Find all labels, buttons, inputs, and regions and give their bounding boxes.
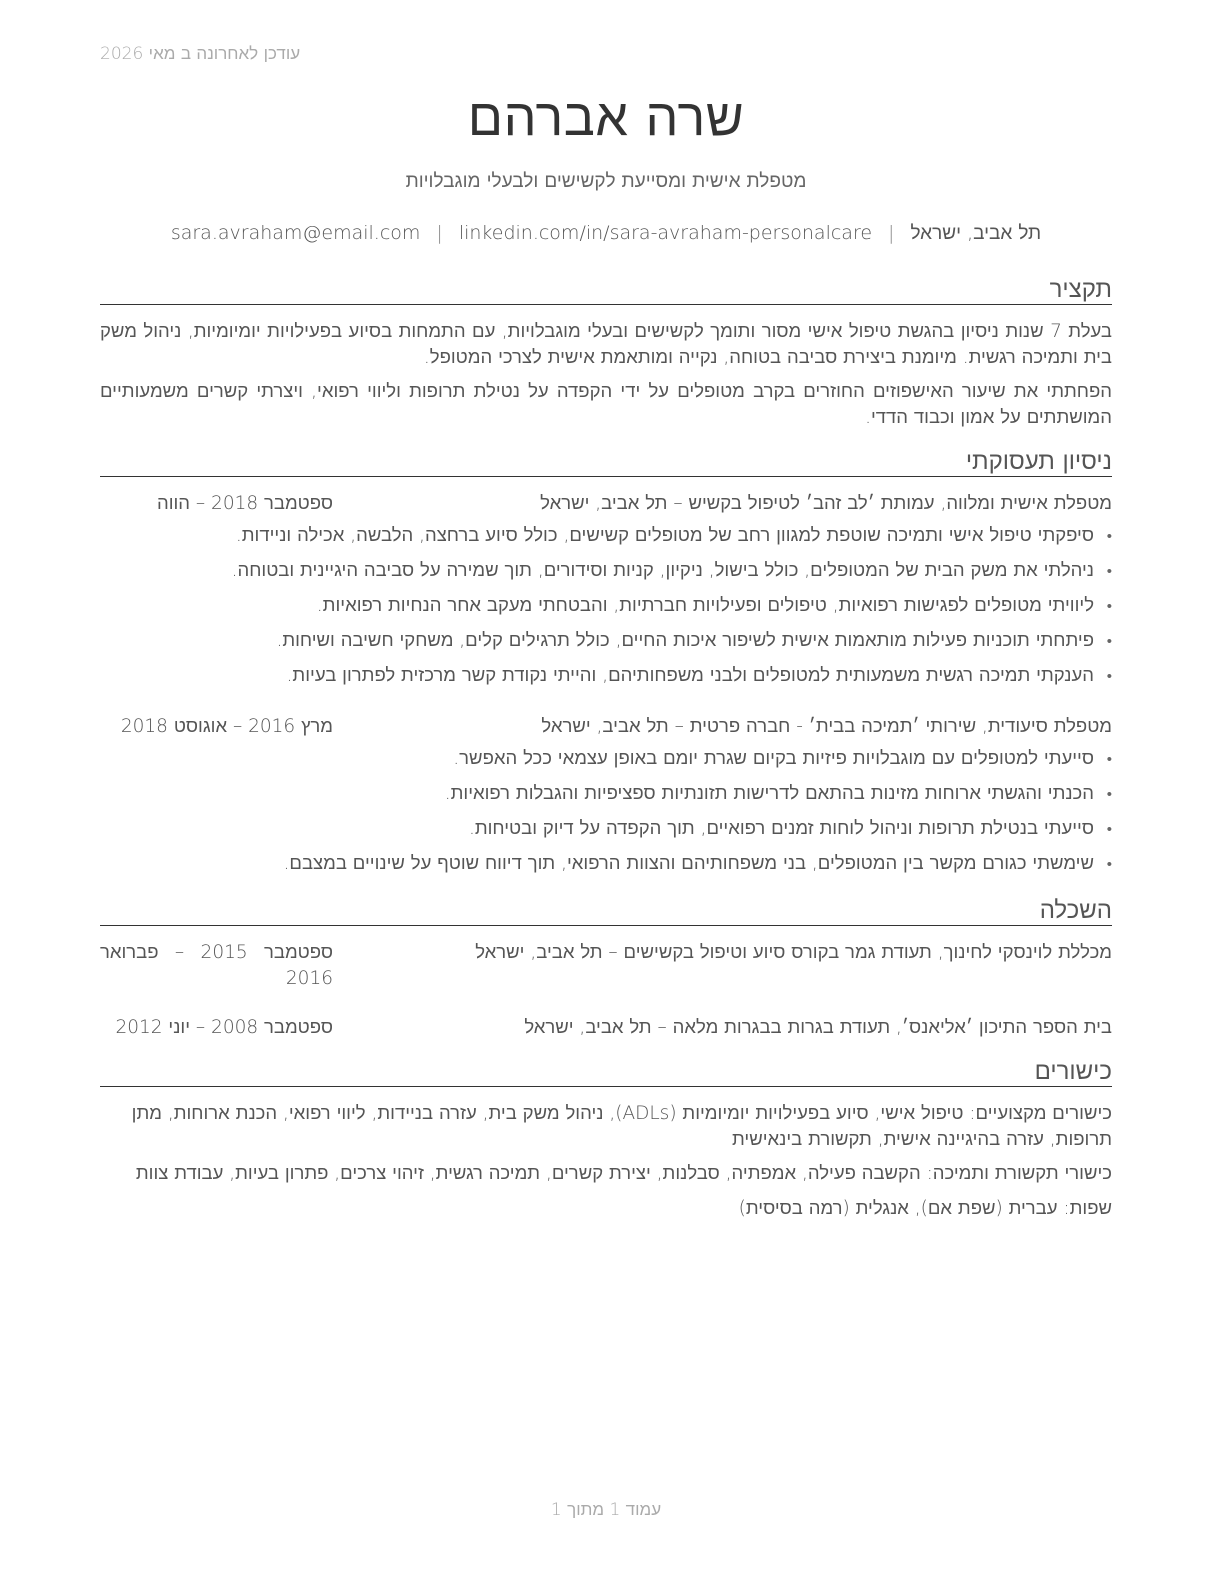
summary-paragraph-1: בעלת 7 שנות ניסיון בהגשת טיפול אישי מסור ותומך לקשישים ובעלי מוגבלויות, עם התמחות בסיוע בפעילויות יומיומיות, ניהול משק בית ותמיכה רגשית. מיומנת ביצירת סביבה בטוחה, נקייה ומותאמת אישית לצרכי המטופל. [100, 321, 1112, 368]
skills-heading: כישורים [100, 1057, 1112, 1087]
skills-professional: כישורים מקצועיים: טיפול אישי, סיוע בפעילויות יומיומיות (ADLs), ניהול משק בית, עזרה בניידות, ליווי רפואי, הכנת ארוחות, מתן תרופות, עזרה בהיגיינה אישית, תקשורת בינאישית [131, 1103, 1112, 1150]
contact-separator: | [436, 222, 443, 244]
job-dates: ספטמבר 2018 – הווה [156, 493, 333, 514]
list-item: • הכנתי והגשתי ארוחות מזינות בהתאם לדרישות תזונתיות ספציפיות והגבלות רפואיות. [100, 781, 1112, 816]
list-item: • הענקתי תמיכה רגשית משמעותית למטופלים ולבני משפחותיהם, והייתי נקודת קשר מרכזית לפתרון בעיות. [100, 663, 1112, 698]
last-updated-note: עודכן לאחרונה ב מאי 2026 [100, 44, 301, 64]
education-dates: ספטמבר 2015 – פברואר 2016 [100, 942, 333, 989]
summary-heading: תקציר [100, 275, 1112, 305]
candidate-name: שרה אברהם [467, 88, 745, 148]
list-item: • שימשתי כגורם מקשר בין המטופלים, בני משפחותיהם והצוות הרפואי, תוך דיווח שוטף על שינויים במצבם. [100, 851, 1112, 886]
experience-heading: ניסיון תעסוקתי [100, 447, 1112, 477]
candidate-subtitle: מטפלת אישית ומסייעת לקשישים ולבעלי מוגבלויות [405, 170, 807, 192]
contact-separator: | [888, 222, 895, 244]
contact-email[interactable]: sara.avraham@email.com [170, 222, 421, 244]
job-dates: מרץ 2016 – אוגוסט 2018 [120, 716, 333, 737]
page-number: עמוד 1 מתוך 1 [550, 1500, 662, 1520]
education-title: מכללת לוינסקי לחינוך, תעודת גמר בקורס סיוע וטיפול בקשישים – תל אביב, ישראל [475, 942, 1112, 963]
contact-line [100, 222, 1112, 245]
summary-paragraph-2: הפחתתי את שיעור האישפוזים החוזרים בקרב מטופלים על ידי הקפדה על נטילת תרופות וליווי רפואי, ויצרתי קשרים משמעותיים המושתתים על אמון וכבוד הדדי. [100, 381, 1112, 428]
skills-languages: שפות: עברית (שפת אם), אנגלית (רמה בסיסית) [738, 1198, 1112, 1219]
list-item: • ליוויתי מטופלים לפגישות רפואיות, טיפולים ופעילויות חברתיות, והבטחתי מעקב אחר הנחיות רפואיות. [100, 593, 1112, 628]
job-title: מטפלת אישית ומלווה, עמותת ׳לב זהב׳ לטיפול בקשיש – תל אביב, ישראל [540, 493, 1112, 514]
list-item: • סיפקתי טיפול אישי ותמיכה שוטפת למגוון רחב של מטופלים קשישים, כולל סיוע ברחצה, הלבשה, אכילה וניידות. [100, 523, 1112, 558]
contact-linkedin[interactable]: linkedin.com/in/sara-avraham-personalcare [458, 222, 873, 244]
job-title: מטפלת סיעודית, שירותי ׳תמיכה בבית׳ - חברה פרטית – תל אביב, ישראל [541, 716, 1112, 737]
list-item: • סייעתי למטופלים עם מוגבלויות פיזיות בקיום שגרת יומם באופן עצמאי ככל האפשר. [100, 746, 1112, 781]
list-item: • סייעתי בנטילת תרופות וניהול לוחות זמנים רפואיים, תוך הקפדה על דיוק ובטיחות. [100, 816, 1112, 851]
education-title: בית הספר התיכון ׳אליאנס׳, תעודת בגרות בבגרות מלאה – תל אביב, ישראל [524, 1017, 1112, 1038]
skills-communication: כישורי תקשורת ותמיכה: הקשבה פעילה, אמפתיה, סבלנות, יצירת קשרים, תמיכה רגשית, זיהוי צרכים, פתרון בעיות, עבודת צוות [135, 1163, 1112, 1184]
job-bullets [100, 746, 1112, 886]
job-bullets [100, 523, 1112, 698]
contact-location: תל אביב, ישראל [910, 222, 1042, 244]
resume-page [100, 0, 1112, 1584]
list-item: • פיתחתי תוכניות פעילות מותאמות אישית לשיפור איכות החיים, כולל תרגילים קלים, משחקי חשיבה ושיחות. [100, 628, 1112, 663]
list-item: • ניהלתי את משק הבית של המטופלים, כולל בישול, ניקיון, קניות וסידורים, תוך שמירה על סביבה היגיינית ובטוחה. [100, 558, 1112, 593]
education-dates: ספטמבר 2008 – יוני 2012 [115, 1017, 333, 1038]
education-heading: השכלה [100, 896, 1112, 926]
